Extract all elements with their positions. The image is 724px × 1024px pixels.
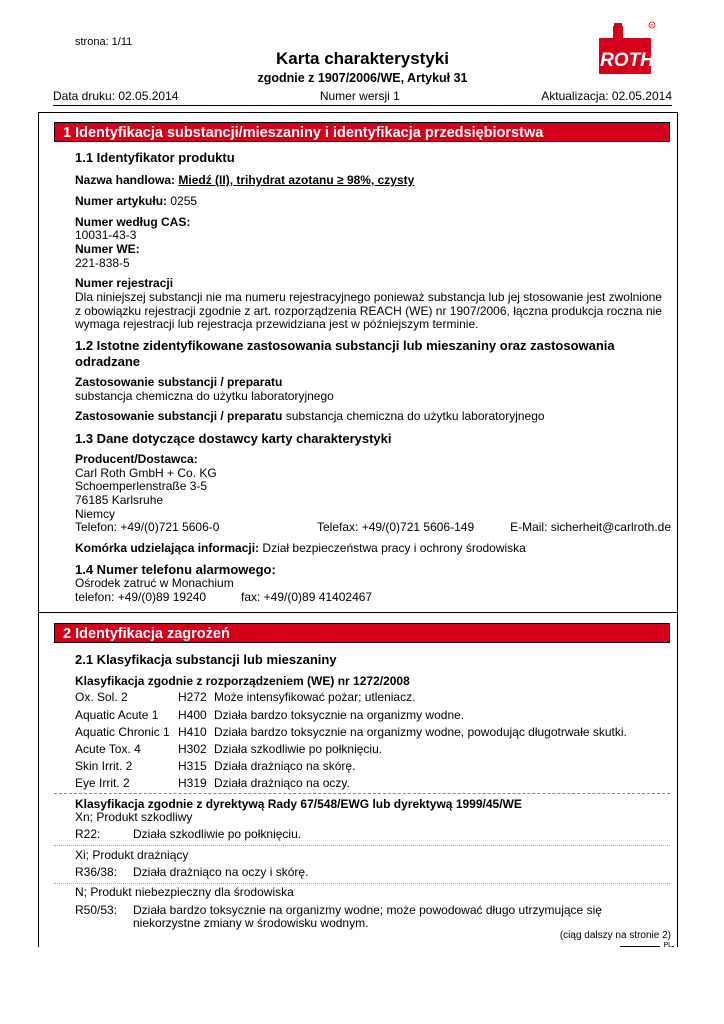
continued-note: (ciąg dalszy na stronie 2) [559,930,671,941]
divider [54,793,670,794]
cas-value: 10031-43-3 [75,228,137,242]
trade-name-value: Miedź (II), trihydrat azotanu ≥ 98%, czysty [178,173,415,187]
r-code: R22: [75,827,101,841]
r-code: R36/38: [75,865,118,879]
subsection-1-3-title: 1.3 Dane dotyczące dostawcy karty charakterystyki [75,431,392,446]
producer-phone: Telefon: +49/(0)721 5606-0 [75,520,220,534]
hazard-code: H410 [178,725,207,739]
use-label-2: Zastosowanie substancji / preparatu [75,409,283,423]
r-phrase: Działa drażniąco na oczy i skórę. [133,865,309,879]
r-phrase: Działa szkodliwie po połknięciu. [133,827,302,841]
hazard-class: Skin Irrit. 2 [75,759,133,773]
producer-label: Producent/Dostawca: [75,452,198,466]
clp-label: Klasyfikacja zgodnie z rozporządzeniem (WE) nr 1272/2008 [75,674,410,688]
we-value: 221-838-5 [75,256,130,270]
article-value: 0255 [170,194,198,208]
update-date: Aktualizacja: 02.05.2014 [541,89,672,103]
hazard-statement: Działa szkodliwie po połknięciu. [214,742,383,756]
hazard-code: H272 [178,690,207,704]
logo-text: ROTH [600,50,654,71]
r-code: R50/53: [75,903,118,917]
registration-label: Numer rejestracji [75,276,174,290]
n-class: N; Produkt niebezpieczny dla środowiska [75,885,294,899]
xn-class: Xn; Produkt szkodliwy [75,810,193,824]
subsection-1-2-title: 1.2 Istotne zidentyfikowane zastosowania substancji lub mieszaniny oraz zastosowania [75,338,615,353]
registration-text-2: z obowiązku rejestracji zgodnie z art. rozporządzenia REACH (WE) nr 1907/2006, łączna produkcja roczna nie [75,304,662,318]
cas-label: Numer według CAS: [75,215,191,229]
hazard-class: Acute Tox. 4 [75,742,141,756]
we-label: Numer WE: [75,242,140,256]
header-rule [53,105,672,106]
producer-fax: Telefax: +49/(0)721 5606-149 [317,520,475,534]
producer-line: Niemcy [75,507,116,521]
document-subtitle: zgodnie z 1907/2006/WE, Artykuł 31 [257,71,468,85]
divider [54,845,670,846]
r-phrase: Działa bardzo toksycznie na organizmy wodne; może powodować długo utrzymujące się [133,903,602,917]
hazard-statement: Działa drażniąco na oczy. [214,776,350,790]
hazard-code: H315 [178,759,207,773]
subsection-1-1-title: 1.1 Identyfikator produktu [75,150,235,165]
use-line-2 [75,409,545,423]
dsd-label: Klasyfikacja zgodnie z dyrektywą Rady 67/548/EWG lub dyrektywą 1999/45/WE [75,797,522,811]
xi-class: Xi; Produkt drażniący [75,848,189,862]
emergency-phone: telefon: +49/(0)89 19240 [75,590,207,604]
document-title: Karta charakterystyki [276,49,449,68]
hazard-statement: Może intensyfikować pożar; utleniacz. [214,690,416,704]
producer-line: Carl Roth GmbH + Co. KG [75,466,217,480]
r-phrase-cont: niekorzystne zmiany w środowisku wodnym. [133,916,369,930]
hazard-class: Aquatic Acute 1 [75,708,159,722]
article-label: Numer artykułu: [75,194,168,208]
meta-row [53,89,672,103]
hazard-class: Eye Irrit. 2 [75,776,130,790]
hazard-code: H319 [178,776,207,790]
subsection-1-2-title-cont: odradzane [75,354,141,369]
info-value: Dział bezpieczeństwa pracy i ochrony środowiska [262,541,526,555]
hazard-statement: Działa bardzo toksycznie na organizmy wodne, powodując długotrwałe skutki. [214,725,627,739]
producer-line: 76185 Karlsruhe [75,493,164,507]
use-value-2: substancja chemiczna do użytku laboratoryjnego [285,409,545,423]
print-date: Data druku: 02.05.2014 [53,89,179,103]
divider [54,883,670,884]
section-1-header: 1 Identyfikacja substancji/mieszaniny i identyfikacja przedsiębiorstwa [54,122,670,142]
hazard-code: H400 [178,708,207,722]
hazard-code: H302 [178,742,207,756]
subsection-2-1-title: 2.1 Klasyfikacja substancji lub mieszaniny [75,652,337,667]
use-value: substancja chemiczna do użytku laboratoryjnego [75,389,334,403]
hazard-class: Ox. Sol. 2 [75,690,128,704]
roth-logo [593,20,657,78]
section-2-header: 2 Identyfikacja zagrożeń [54,623,670,643]
page-number: strona: 1/11 [75,36,133,48]
use-label: Zastosowanie substancji / preparatu [75,375,283,389]
section-2-rule [38,612,678,613]
svg-text:R: R [650,23,654,28]
subsection-1-4-title: 1.4 Numer telefonu alarmowego: [75,562,276,577]
trade-name [75,173,414,187]
title-block [190,49,535,86]
trade-name-label: Nazwa handlowa: [75,173,176,187]
hazard-class: Aquatic Chronic 1 [75,725,170,739]
article-number [75,194,197,208]
emergency-fax: fax: +49/(0)89 41402467 [241,590,373,604]
info-label: Komórka udzielająca informacji: [75,541,260,555]
hazard-statement: Działa bardzo toksycznie na organizmy wodne. [214,708,465,722]
info-line [75,541,526,555]
registration-text-1: Dla niniejszej substancji nie ma numeru rejestracyjnego ponieważ substancja lub jej stosowanie jest zwolnione [75,290,662,304]
producer-line: Schoemperlenstraße 3-5 [75,479,208,493]
hazard-statement: Działa drażniąco na skórę. [214,759,356,773]
version-number: Numer wersji 1 [319,89,400,103]
registration-text-3: wymaga rejestracji lub rejestracja przewidziana jest w późniejszym terminie. [75,317,479,331]
section-1-rule [38,112,678,113]
language-code: PL [660,942,672,949]
producer-email: E-Mail: sicherheit@carlroth.de [510,520,671,534]
emergency-name: Ośrodek zatruć w Monachium [75,576,234,590]
